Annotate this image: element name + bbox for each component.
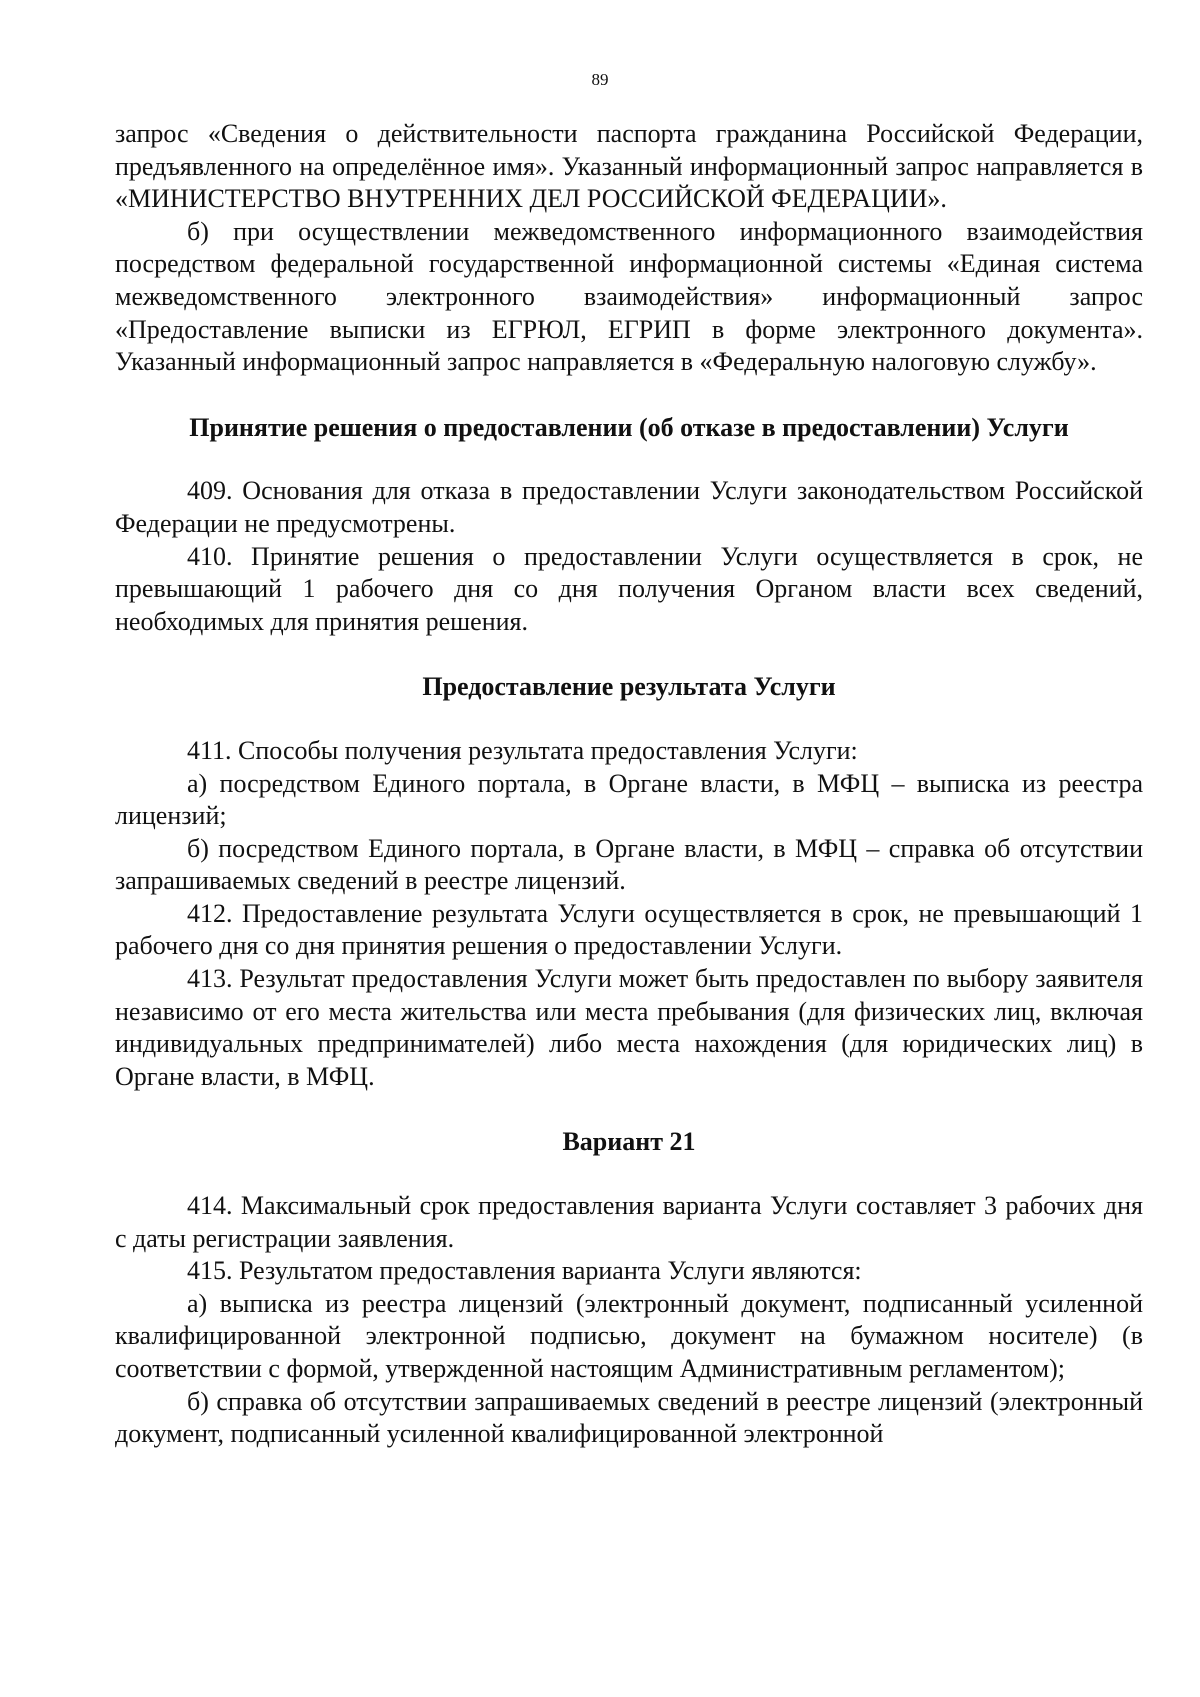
paragraph-passport-request: запрос «Сведения о действительности паспорта гражданина Российской Федерации, предъявленного на определённое имя». Указанный информационный запрос направляется в «МИНИСТЕРСТВО ВНУТРЕННИХ ДЕЛ РОССИЙСКОЙ ФЕДЕРАЦИИ». [115,119,1143,214]
document-body [115,118,1143,1451]
paragraph-414: 414. Максимальный срок предоставления варианта Услуги составляет 3 рабочих дня с даты регистрации заявления. [115,1191,1143,1253]
paragraph-409: 409. Основания для отказа в предоставлении Услуги законодательством Российской Федерации не предусмотрены. [115,476,1143,538]
paragraph-412: 412. Предоставление результата Услуги осуществляется в срок, не превышающий 1 рабочего дня со дня принятия решения о предоставлении Услуги. [115,898,1143,961]
paragraph-415-a: а) выписка из реестра лицензий (электронный документ, подписанный усиленной квалифицированной электронной подписью, документ на бумажном носителе) (в соответствии с формой, утвержденной настоящим Административным регламентом); [115,1288,1143,1383]
spacer [115,444,1143,475]
section-heading-decision: Принятие решения о предоставлении (об отказе в предоставлении) Услуги [189,412,1069,442]
paragraph-411-a: а) посредством Единого портала, в Органе власти, в МФЦ – выписка из реестра лицензий; [115,768,1143,831]
paragraph-411-b: б) посредством Единого портала, в Органе власти, в МФЦ – справка об отсутствии запрашиваемых сведений в реестре лицензий. [115,833,1143,896]
paragraph-411: 411. Способы получения результата предоставления Услуги: [187,735,858,765]
paragraph-410: 410. Принятие решения о предоставлении Услуги осуществляется в срок, не превышающий 1 рабочего дня со дня получения Органом власти всех сведений, необходимых для принятия решения. [115,541,1143,636]
section-heading-variant-21: Вариант 21 [562,1127,696,1157]
spacer [115,704,1143,735]
spacer [115,638,1143,671]
section-heading-result: Предоставление результата Услуги [422,672,836,702]
paragraph-413: 413. Результат предоставления Услуги может быть предоставлен по выбору заявителя независимо от его места жительства или места пребывания (для физических лиц, включая индивидуальных предпринимателей) либо места нахождения (для юридических лиц) в Органе власти, в МФЦ. [115,964,1143,1091]
paragraph-415-b: б) справка об отсутствии запрашиваемых сведений в реестре лицензий (электронный документ, подписанный усиленной квалифицированной электронной [115,1386,1143,1449]
spacer [115,1093,1143,1126]
spacer [115,379,1143,412]
paragraph-item-b-egrul: б) при осуществлении межведомственного информационного взаимодействия посредством федеральной государственной информационной системы «Единая система межведомственного электронного взаимодействия» информационный запрос «Предоставление выписки из ЕГРЮЛ, ЕГРИП в форме электронного документа». Указанный информационный запрос направляется в «Федеральную налоговую службу». [115,216,1143,377]
spacer [115,1159,1143,1190]
page-number: 89 [591,70,609,89]
paragraph-415: 415. Результатом предоставления варианта Услуги являются: [187,1256,862,1286]
